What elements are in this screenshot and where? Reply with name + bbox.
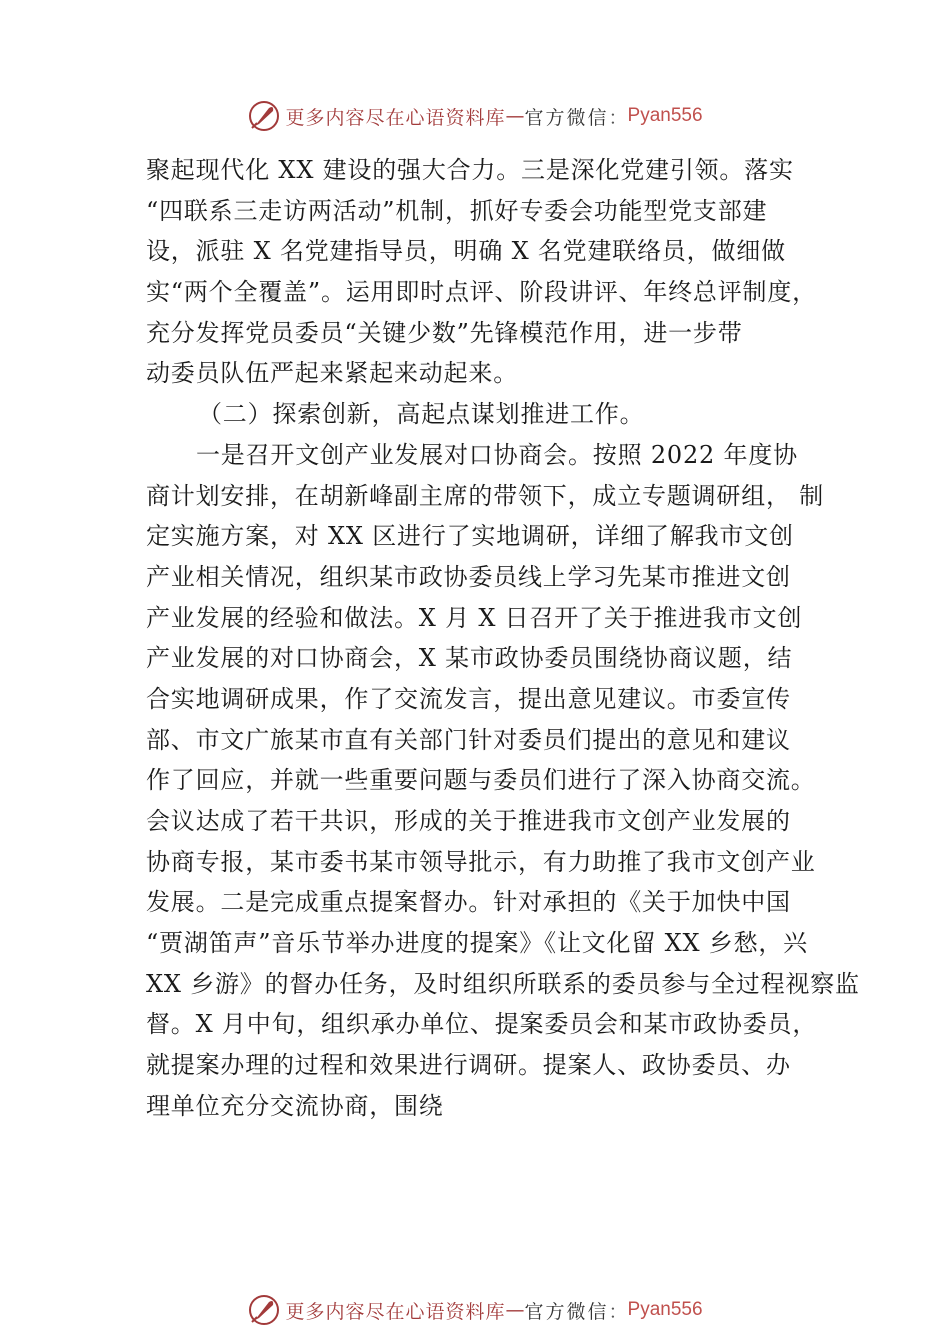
paragraph-line: “贾湖笛声”音乐节举办进度的提案》《让文化留 XX 乡愁，兴: [146, 929, 808, 958]
footer-banner: [0, 1290, 950, 1330]
paragraph-line: 合实地调研成果，作了交流发言，提出意见建议。市委宣传: [146, 684, 791, 713]
paragraph-line: XX 乡游》的督办任务，及时组织所联系的委员参与全过程视察监: [146, 969, 860, 998]
section-heading: （二）探索创新，高起点谋划推进工作。: [198, 400, 645, 429]
quill-pen-icon: [247, 1293, 281, 1327]
paragraph-line: 协商专报，某市委书某市领导批示，有力助推了我市文创产业: [146, 847, 816, 876]
banner-wechat-label: 官方微信: [524, 106, 609, 129]
paragraph-line: 定实施方案，对 XX 区进行了实地调研，详细了解我市文创: [146, 522, 794, 551]
paragraph-line: 产业相关情况，组织某市政协委员线上学习先某市推进文创: [146, 562, 791, 591]
banner-slogan: 更多内容尽在心语资料库: [285, 106, 506, 129]
body-line: 设，派驻 X 名党建指导员，明确 X 名党建联络员，做细做: [146, 237, 786, 266]
quill-pen-icon: [247, 99, 281, 133]
paragraph-line: 理单位充分交流协商，围绕: [146, 1091, 444, 1120]
paragraph-line: 产业发展的经验和做法。X 月 X 日召开了关于推进我市文创: [146, 603, 803, 632]
paragraph-line: 部、市文广旅某市直有关部门针对委员们提出的意见和建议: [146, 725, 791, 754]
banner-wechat-id: Pyan556: [627, 105, 703, 126]
paragraph-line: 一是召开文创产业发展对口协商会。按照 2022 年度协: [196, 440, 798, 469]
paragraph-line: 发展。二是完成重点提案督办。针对承担的《关于加快中国: [146, 888, 791, 917]
banner-colon: ：: [608, 1300, 628, 1323]
body-line: 动委员队伍严起来紧起来动起来。: [146, 359, 518, 388]
paragraph-line: 就提案办理的过程和效果进行调研。提案人、政协委员、办: [146, 1051, 791, 1080]
body-line: 充分发挥党员委员“关键少数”先锋模范作用，进一步带: [146, 318, 743, 347]
paragraph-line: 产业发展的对口协商会，X 某市政协委员围绕协商议题，结: [146, 644, 793, 673]
banner-wechat-id: Pyan556: [627, 1299, 703, 1320]
banner-slogan: 更多内容尽在心语资料库: [285, 1300, 506, 1323]
paragraph-line: 会议达成了若干共识，形成的关于推进我市文创产业发展的: [146, 807, 791, 835]
paragraph-line: 商计划安排，在胡新峰副主席的带领下，成立专题调研组， 制: [146, 481, 825, 510]
banner-wechat-label: 官方微信: [524, 1300, 609, 1323]
body-line: 实“两个全覆盖”。运用即时点评、阶段讲评、年终总评制度，: [146, 278, 817, 307]
body-line: “四联系三走访两活动”机制，抓好专委会功能型党支部建: [146, 196, 768, 225]
banner-colon: ：: [608, 106, 628, 129]
paragraph-line: 督。X 月中旬，组织承办单位、提案委员会和某市政协委员，: [146, 1010, 818, 1039]
paragraph-line: 作了回应，并就一些重要问题与委员们进行了深入协商交流。: [146, 766, 816, 795]
document-body: [146, 150, 860, 1127]
banner-dash: —: [505, 105, 525, 127]
body-line: 聚起现代化 XX 建设的强大合力。三是深化党建引领。落实: [146, 156, 794, 184]
banner-dash: —: [505, 1299, 525, 1321]
header-banner: [0, 96, 950, 136]
